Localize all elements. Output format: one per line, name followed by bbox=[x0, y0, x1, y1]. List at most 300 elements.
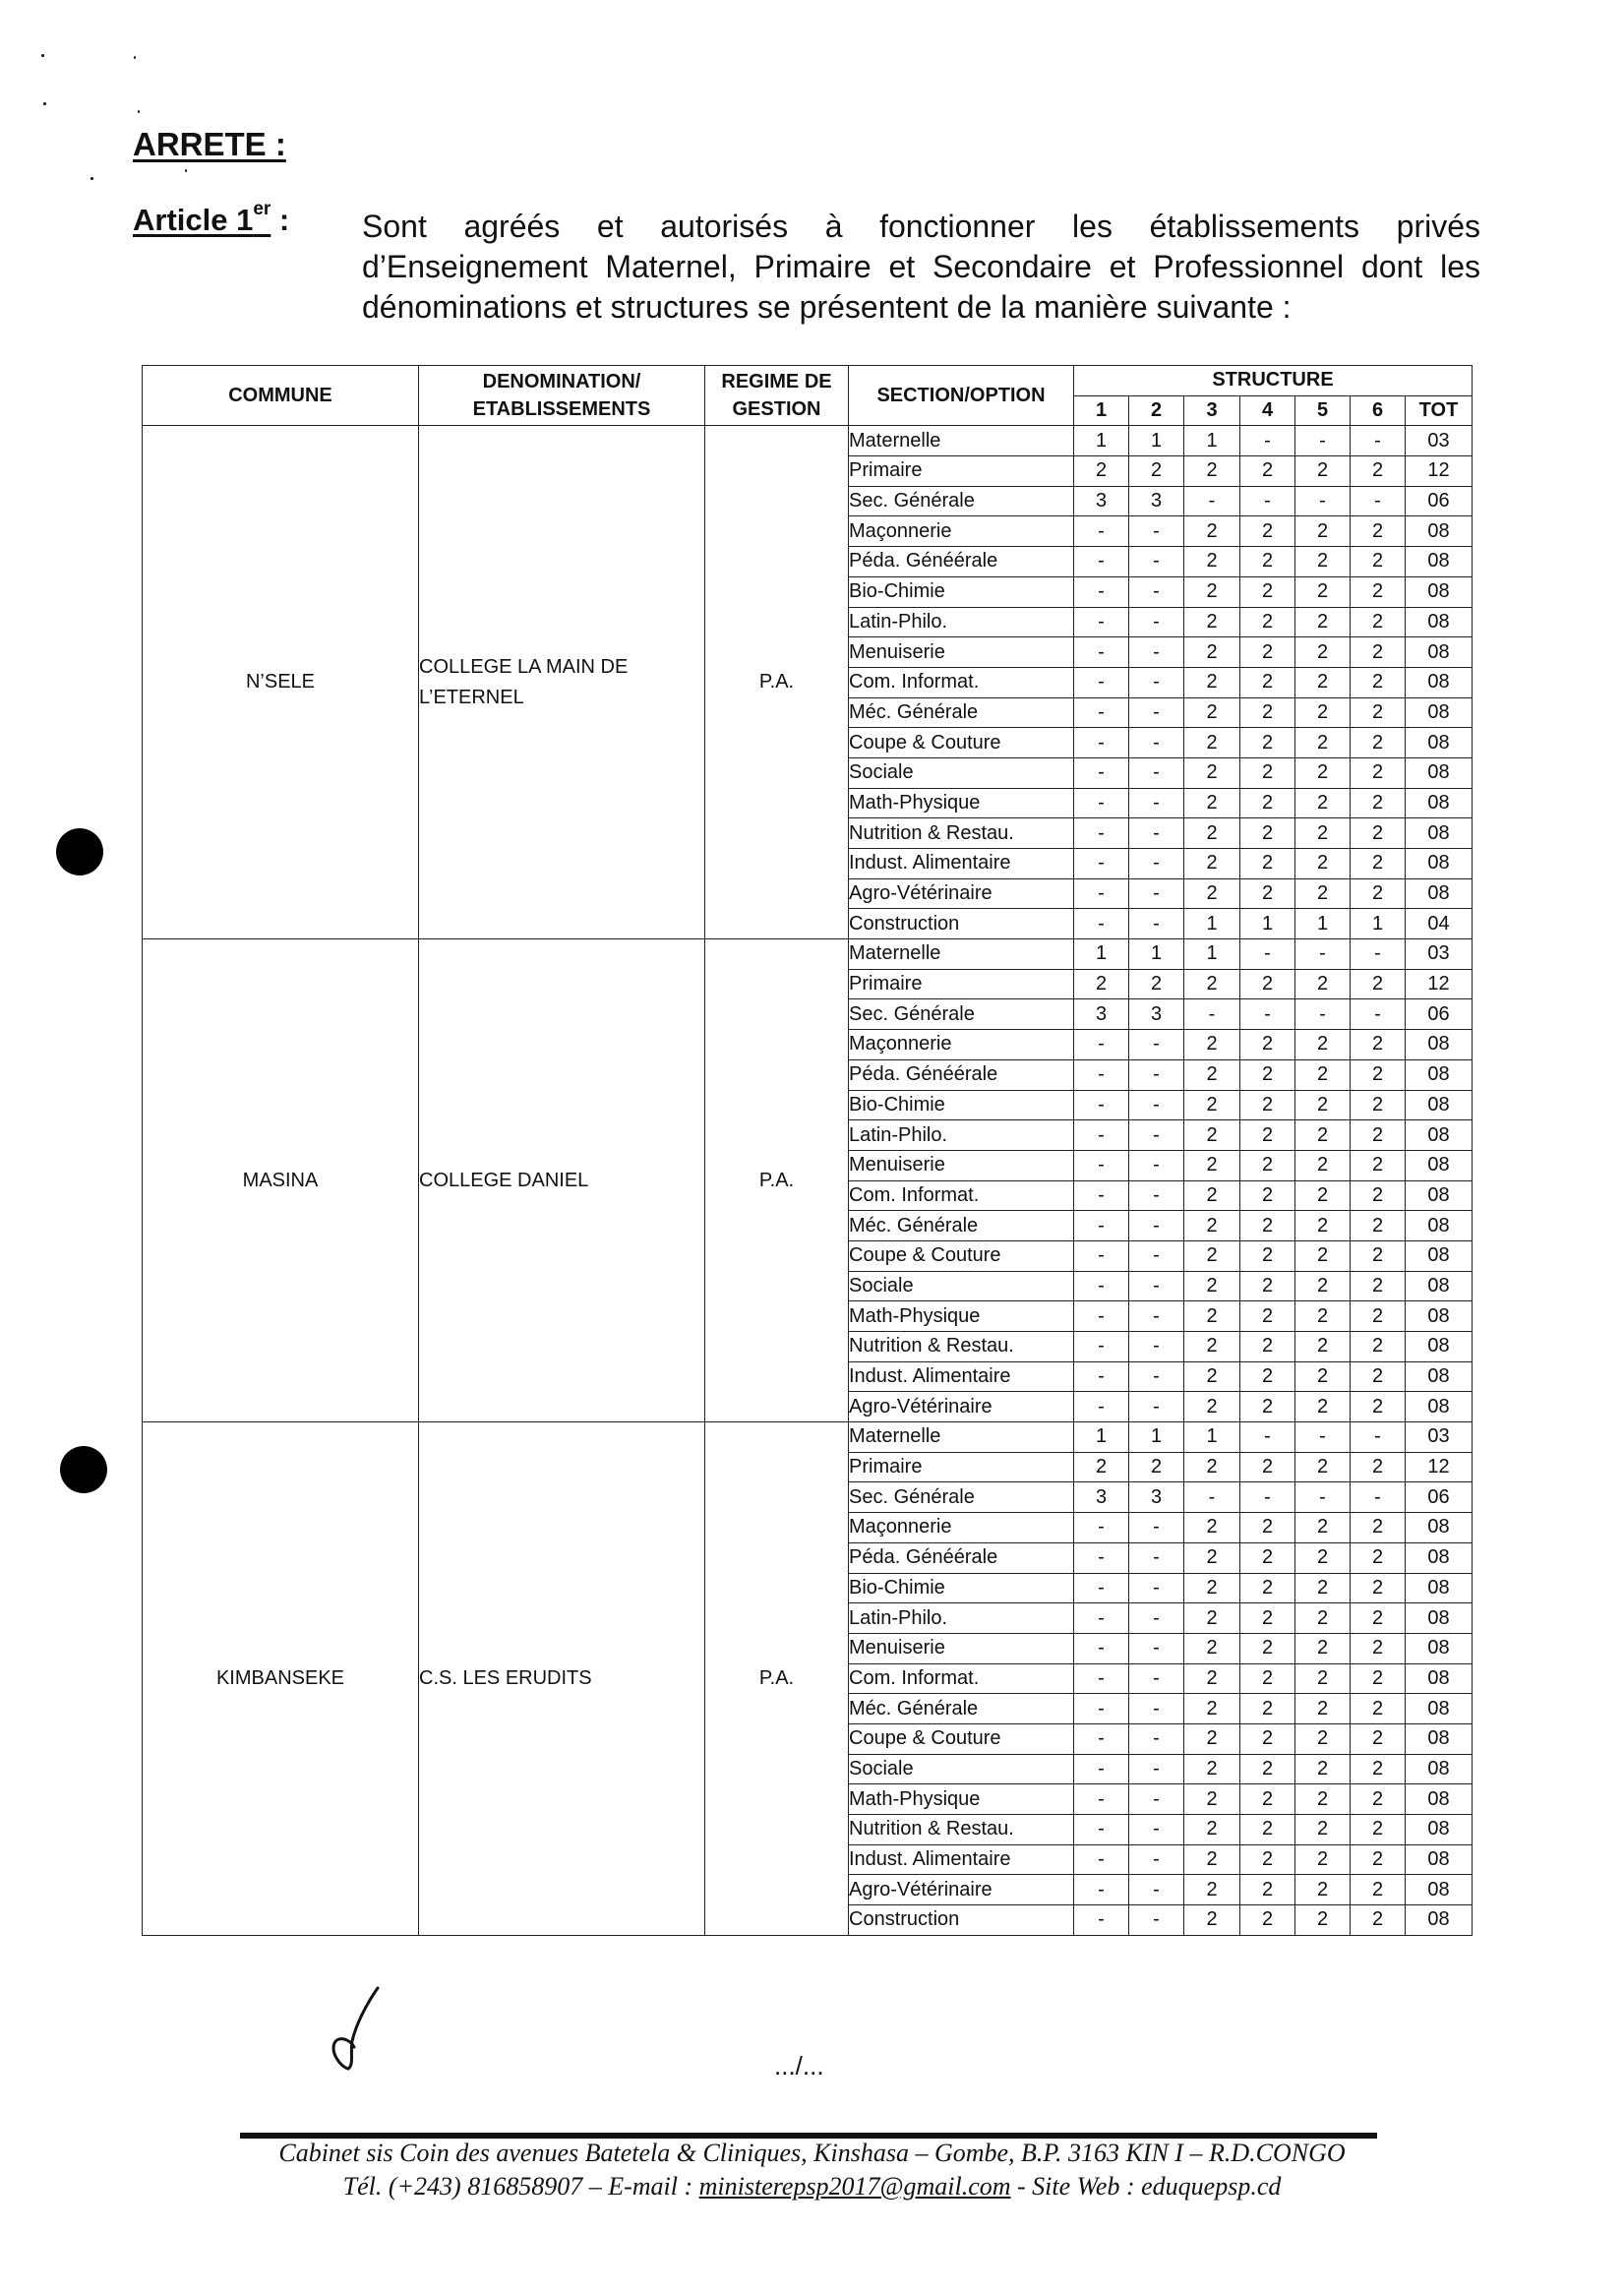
structure-cell: - bbox=[1351, 999, 1406, 1030]
structure-cell: 2 bbox=[1295, 1815, 1351, 1845]
structure-cell: 2 bbox=[1351, 878, 1406, 909]
footer-contact bbox=[0, 2172, 1624, 2202]
section-cell: Maçonnerie bbox=[849, 1030, 1074, 1060]
structure-cell: 2 bbox=[1351, 969, 1406, 999]
structure-cell: - bbox=[1129, 1754, 1184, 1784]
total-cell: 08 bbox=[1406, 1030, 1473, 1060]
structure-cell: 2 bbox=[1295, 1633, 1351, 1663]
total-cell: 08 bbox=[1406, 547, 1473, 577]
structure-cell: 2 bbox=[1351, 1150, 1406, 1180]
total-cell: 08 bbox=[1406, 849, 1473, 879]
structure-cell: - bbox=[1074, 1332, 1129, 1362]
structure-cell: 2 bbox=[1351, 1633, 1406, 1663]
structure-cell: 2 bbox=[1240, 1905, 1295, 1936]
section-cell: Bio-Chimie bbox=[849, 1573, 1074, 1603]
structure-cell: 2 bbox=[1295, 757, 1351, 788]
structure-cell: - bbox=[1184, 486, 1240, 516]
structure-cell: 2 bbox=[1295, 1332, 1351, 1362]
structure-cell: 2 bbox=[1295, 456, 1351, 487]
total-cell: 08 bbox=[1406, 1875, 1473, 1905]
structure-cell: 2 bbox=[1240, 849, 1295, 879]
structure-cell: 2 bbox=[1295, 1784, 1351, 1815]
structure-cell: - bbox=[1184, 1482, 1240, 1513]
structure-cell: 2 bbox=[1240, 878, 1295, 909]
total-cell: 08 bbox=[1406, 1180, 1473, 1211]
section-cell: Sociale bbox=[849, 1754, 1074, 1784]
section-cell: Coupe & Couture bbox=[849, 728, 1074, 758]
structure-cell: 2 bbox=[1351, 1663, 1406, 1694]
commune-cell: KIMBANSEKE bbox=[143, 1422, 419, 1936]
structure-cell: 2 bbox=[1240, 1271, 1295, 1301]
total-cell: 06 bbox=[1406, 486, 1473, 516]
total-cell: 08 bbox=[1406, 878, 1473, 909]
section-cell: Sociale bbox=[849, 1271, 1074, 1301]
section-cell: Maternelle bbox=[849, 1422, 1074, 1453]
structure-cell: 2 bbox=[1351, 637, 1406, 668]
structure-cell: 1 bbox=[1184, 909, 1240, 939]
structure-cell: 2 bbox=[1240, 456, 1295, 487]
footer-website: - Site Web : eduquepsp.cd bbox=[1010, 2172, 1282, 2201]
structure-cell: 1 bbox=[1240, 909, 1295, 939]
structure-cell: - bbox=[1129, 1271, 1184, 1301]
total-cell: 03 bbox=[1406, 426, 1473, 456]
structure-cell: - bbox=[1351, 1482, 1406, 1513]
footer-phone: Tél. (+243) 816858907 – E-mail : bbox=[342, 2172, 699, 2201]
structure-cell: 1 bbox=[1351, 909, 1406, 939]
structure-cell: 2 bbox=[1351, 1030, 1406, 1060]
total-cell: 08 bbox=[1406, 1332, 1473, 1362]
structure-cell: - bbox=[1074, 818, 1129, 849]
structure-cell: 2 bbox=[1295, 1211, 1351, 1241]
structure-cell: - bbox=[1074, 547, 1129, 577]
structure-cell: - bbox=[1074, 788, 1129, 818]
structure-cell: 2 bbox=[1184, 607, 1240, 637]
section-cell: Com. Informat. bbox=[849, 1180, 1074, 1211]
structure-cell: 2 bbox=[1351, 576, 1406, 607]
structure-cell: - bbox=[1129, 1694, 1184, 1724]
structure-cell: 2 bbox=[1240, 1361, 1295, 1392]
section-cell: Com. Informat. bbox=[849, 667, 1074, 697]
structure-cell: 2 bbox=[1351, 1059, 1406, 1090]
total-cell: 08 bbox=[1406, 757, 1473, 788]
establishment-name-line: C.S. LES ERUDITS bbox=[419, 1666, 592, 1689]
structure-cell: 2 bbox=[1295, 1301, 1351, 1332]
structure-cell: 2 bbox=[1129, 1452, 1184, 1482]
structure-cell: - bbox=[1129, 728, 1184, 758]
structure-cell: - bbox=[1295, 486, 1351, 516]
structure-cell: 2 bbox=[1184, 1784, 1240, 1815]
structure-cell: 2 bbox=[1184, 1754, 1240, 1784]
header-regime: REGIME DE GESTION bbox=[705, 366, 849, 426]
scan-speck bbox=[43, 102, 46, 105]
section-cell: Coupe & Couture bbox=[849, 1240, 1074, 1271]
structure-cell: 2 bbox=[1351, 1301, 1406, 1332]
footer-email-link[interactable]: ministerepsp2017@gmail.com bbox=[698, 2172, 1011, 2201]
structure-cell: - bbox=[1129, 818, 1184, 849]
structure-cell: 3 bbox=[1074, 1482, 1129, 1513]
structure-cell: - bbox=[1240, 1482, 1295, 1513]
structure-cell: 2 bbox=[1184, 788, 1240, 818]
total-cell: 08 bbox=[1406, 788, 1473, 818]
total-cell: 08 bbox=[1406, 1542, 1473, 1573]
structure-cell: 2 bbox=[1351, 456, 1406, 487]
structure-cell: 2 bbox=[1184, 1090, 1240, 1120]
scan-speck bbox=[134, 56, 136, 59]
structure-cell: 2 bbox=[1295, 1240, 1351, 1271]
punch-hole bbox=[56, 828, 103, 875]
structure-cell: - bbox=[1074, 1694, 1129, 1724]
structure-cell: 2 bbox=[1295, 1271, 1351, 1301]
structure-cell: - bbox=[1074, 1030, 1129, 1060]
header-structure: STRUCTURE bbox=[1074, 366, 1473, 396]
structure-cell: 2 bbox=[1240, 1815, 1295, 1845]
structure-cell: - bbox=[1129, 1030, 1184, 1060]
structure-cell: - bbox=[1074, 1240, 1129, 1271]
structure-cell: 2 bbox=[1240, 1784, 1295, 1815]
structure-cell: 2 bbox=[1295, 607, 1351, 637]
structure-cell: 2 bbox=[1184, 818, 1240, 849]
structure-cell: 2 bbox=[1351, 1392, 1406, 1422]
structure-cell: 2 bbox=[1184, 1361, 1240, 1392]
article-label bbox=[133, 199, 290, 238]
structure-cell: - bbox=[1129, 1392, 1184, 1422]
structure-cell: 2 bbox=[1184, 1120, 1240, 1151]
total-cell: 08 bbox=[1406, 516, 1473, 547]
structure-cell: 2 bbox=[1184, 1150, 1240, 1180]
structure-cell: - bbox=[1129, 607, 1184, 637]
total-cell: 08 bbox=[1406, 1392, 1473, 1422]
header-structure-col: 2 bbox=[1129, 395, 1184, 426]
section-cell: Math-Physique bbox=[849, 1301, 1074, 1332]
structure-cell: 3 bbox=[1074, 486, 1129, 516]
establishment-name-line: COLLEGE LA MAIN DE bbox=[419, 655, 629, 678]
structure-cell: - bbox=[1351, 939, 1406, 970]
structure-cell: 2 bbox=[1295, 1392, 1351, 1422]
header-structure-col: 1 bbox=[1074, 395, 1129, 426]
structure-cell: 2 bbox=[1240, 1332, 1295, 1362]
structure-cell: - bbox=[1074, 1361, 1129, 1392]
structure-cell: 2 bbox=[1184, 878, 1240, 909]
structure-cell: - bbox=[1129, 667, 1184, 697]
header-structure-col: TOT bbox=[1406, 395, 1473, 426]
structure-cell: - bbox=[1074, 1542, 1129, 1573]
structure-cell: - bbox=[1129, 697, 1184, 728]
structure-cell: 2 bbox=[1184, 1452, 1240, 1482]
structure-cell: 2 bbox=[1240, 969, 1295, 999]
structure-cell: 2 bbox=[1184, 637, 1240, 668]
total-cell: 08 bbox=[1406, 1361, 1473, 1392]
structure-cell: - bbox=[1240, 939, 1295, 970]
structure-cell: - bbox=[1074, 1090, 1129, 1120]
structure-cell: 2 bbox=[1184, 576, 1240, 607]
structure-cell: 2 bbox=[1351, 1905, 1406, 1936]
structure-cell: 2 bbox=[1129, 969, 1184, 999]
section-cell: Indust. Alimentaire bbox=[849, 1844, 1074, 1875]
section-cell: Primaire bbox=[849, 1452, 1074, 1482]
structure-cell: - bbox=[1129, 788, 1184, 818]
structure-cell: - bbox=[1074, 728, 1129, 758]
section-cell: Méc. Générale bbox=[849, 1211, 1074, 1241]
structure-cell: 2 bbox=[1295, 1361, 1351, 1392]
total-cell: 08 bbox=[1406, 1633, 1473, 1663]
structure-cell: - bbox=[1129, 1180, 1184, 1211]
total-cell: 08 bbox=[1406, 1844, 1473, 1875]
total-cell: 03 bbox=[1406, 939, 1473, 970]
establishment-name-line: COLLEGE DANIEL bbox=[419, 1169, 589, 1191]
structure-cell: 2 bbox=[1295, 1905, 1351, 1936]
total-cell: 08 bbox=[1406, 1694, 1473, 1724]
structure-cell: - bbox=[1074, 1723, 1129, 1754]
article-label-text: Article 1 bbox=[133, 203, 254, 237]
structure-cell: - bbox=[1295, 426, 1351, 456]
structure-cell: 2 bbox=[1295, 849, 1351, 879]
structure-cell: 2 bbox=[1240, 1875, 1295, 1905]
structure-cell: 2 bbox=[1295, 547, 1351, 577]
structure-cell: 2 bbox=[1184, 1240, 1240, 1271]
structure-cell: - bbox=[1129, 1875, 1184, 1905]
structure-cell: - bbox=[1074, 1301, 1129, 1332]
total-cell: 08 bbox=[1406, 607, 1473, 637]
section-cell: Math-Physique bbox=[849, 1784, 1074, 1815]
structure-cell: - bbox=[1129, 637, 1184, 668]
structure-cell: 2 bbox=[1351, 1723, 1406, 1754]
structure-cell: 2 bbox=[1129, 456, 1184, 487]
section-cell: Construction bbox=[849, 1905, 1074, 1936]
structure-cell: 2 bbox=[1351, 1754, 1406, 1784]
structure-cell: 2 bbox=[1240, 1392, 1295, 1422]
structure-cell: 1 bbox=[1074, 426, 1129, 456]
section-cell: Menuiserie bbox=[849, 637, 1074, 668]
decree-heading: ARRETE : bbox=[133, 126, 286, 162]
structure-cell: - bbox=[1129, 1513, 1184, 1543]
total-cell: 08 bbox=[1406, 1723, 1473, 1754]
total-cell: 04 bbox=[1406, 909, 1473, 939]
structure-cell: - bbox=[1129, 576, 1184, 607]
structure-cell: 2 bbox=[1351, 516, 1406, 547]
section-cell: Sociale bbox=[849, 757, 1074, 788]
structure-cell: 2 bbox=[1240, 667, 1295, 697]
article-label-colon: : bbox=[271, 203, 290, 237]
structure-cell: 2 bbox=[1240, 1723, 1295, 1754]
structure-cell: 2 bbox=[1351, 1844, 1406, 1875]
article-label-sup: er bbox=[253, 199, 271, 219]
structure-cell: 2 bbox=[1351, 788, 1406, 818]
structure-cell: - bbox=[1129, 1240, 1184, 1271]
structure-cell: - bbox=[1074, 1815, 1129, 1845]
structure-cell: 2 bbox=[1184, 1573, 1240, 1603]
structure-cell: 2 bbox=[1295, 788, 1351, 818]
structure-cell: 2 bbox=[1351, 1240, 1406, 1271]
structure-cell: - bbox=[1129, 878, 1184, 909]
structure-cell: 2 bbox=[1184, 1271, 1240, 1301]
total-cell: 08 bbox=[1406, 1513, 1473, 1543]
section-cell: Latin-Philo. bbox=[849, 1120, 1074, 1151]
structure-cell: - bbox=[1129, 1542, 1184, 1573]
structure-cell: 2 bbox=[1295, 576, 1351, 607]
structure-cell: 2 bbox=[1184, 1633, 1240, 1663]
structure-cell: - bbox=[1129, 757, 1184, 788]
structure-cell: - bbox=[1351, 1422, 1406, 1453]
section-cell: Agro-Vétérinaire bbox=[849, 1875, 1074, 1905]
structure-cell: 2 bbox=[1351, 757, 1406, 788]
structure-cell: 2 bbox=[1295, 1513, 1351, 1543]
structure-cell: - bbox=[1240, 486, 1295, 516]
structure-cell: 2 bbox=[1184, 1723, 1240, 1754]
structure-cell: 2 bbox=[1295, 1059, 1351, 1090]
structure-cell: - bbox=[1074, 1392, 1129, 1422]
section-cell: Menuiserie bbox=[849, 1150, 1074, 1180]
structure-cell: 3 bbox=[1129, 999, 1184, 1030]
structure-cell: 2 bbox=[1240, 516, 1295, 547]
structure-cell: 2 bbox=[1351, 547, 1406, 577]
structure-cell: 2 bbox=[1184, 547, 1240, 577]
structure-cell: - bbox=[1074, 1150, 1129, 1180]
structure-cell: - bbox=[1074, 757, 1129, 788]
structure-cell: 2 bbox=[1184, 1694, 1240, 1724]
structure-cell: 2 bbox=[1184, 1059, 1240, 1090]
total-cell: 08 bbox=[1406, 576, 1473, 607]
total-cell: 08 bbox=[1406, 1240, 1473, 1271]
structure-cell: 2 bbox=[1295, 1573, 1351, 1603]
total-cell: 08 bbox=[1406, 1120, 1473, 1151]
header-section: SECTION/OPTION bbox=[849, 366, 1074, 426]
section-cell: Maçonnerie bbox=[849, 1513, 1074, 1543]
structure-cell: 1 bbox=[1129, 1422, 1184, 1453]
structure-cell: 2 bbox=[1240, 1030, 1295, 1060]
structure-cell: 1 bbox=[1184, 1422, 1240, 1453]
structure-cell: 2 bbox=[1184, 1211, 1240, 1241]
structure-cell: 2 bbox=[1240, 1059, 1295, 1090]
total-cell: 12 bbox=[1406, 969, 1473, 999]
regime-cell: P.A. bbox=[705, 939, 849, 1422]
structure-cell: 2 bbox=[1351, 1361, 1406, 1392]
header-commune: COMMUNE bbox=[143, 366, 419, 426]
structure-cell: - bbox=[1074, 1120, 1129, 1151]
section-cell: Construction bbox=[849, 909, 1074, 939]
structure-cell: - bbox=[1129, 1150, 1184, 1180]
structure-cell: - bbox=[1074, 1784, 1129, 1815]
structure-cell: 2 bbox=[1295, 1090, 1351, 1120]
establishment-cell bbox=[419, 426, 705, 939]
structure-cell: 2 bbox=[1184, 1663, 1240, 1694]
structure-cell: 1 bbox=[1129, 939, 1184, 970]
section-cell: Menuiserie bbox=[849, 1633, 1074, 1663]
structure-cell: 2 bbox=[1295, 1120, 1351, 1151]
structure-cell: - bbox=[1074, 1663, 1129, 1694]
structure-cell: - bbox=[1129, 1603, 1184, 1634]
structure-cell: 2 bbox=[1295, 969, 1351, 999]
structure-cell: - bbox=[1074, 1180, 1129, 1211]
structure-cell: 2 bbox=[1351, 1180, 1406, 1211]
structure-cell: 2 bbox=[1074, 1452, 1129, 1482]
total-cell: 08 bbox=[1406, 667, 1473, 697]
structure-cell: 2 bbox=[1184, 1905, 1240, 1936]
table-row bbox=[143, 939, 1473, 970]
structure-cell: - bbox=[1074, 1905, 1129, 1936]
structure-cell: - bbox=[1074, 1059, 1129, 1090]
header-structure-col: 3 bbox=[1184, 395, 1240, 426]
structure-cell: 2 bbox=[1295, 1875, 1351, 1905]
structure-cell: 3 bbox=[1074, 999, 1129, 1030]
structure-cell: - bbox=[1240, 1422, 1295, 1453]
section-cell: Méc. Générale bbox=[849, 1694, 1074, 1724]
structure-cell: - bbox=[1129, 1815, 1184, 1845]
structure-cell: 2 bbox=[1074, 456, 1129, 487]
structure-cell: 2 bbox=[1240, 757, 1295, 788]
structure-cell: - bbox=[1129, 1090, 1184, 1120]
signature-mark bbox=[325, 1982, 384, 2071]
structure-cell: - bbox=[1129, 1905, 1184, 1936]
structure-cell: 2 bbox=[1184, 728, 1240, 758]
section-cell: Sec. Générale bbox=[849, 999, 1074, 1030]
total-cell: 08 bbox=[1406, 818, 1473, 849]
section-cell: Péda. Généérale bbox=[849, 547, 1074, 577]
structure-cell: 2 bbox=[1240, 637, 1295, 668]
structure-cell: 2 bbox=[1295, 878, 1351, 909]
structure-cell: 2 bbox=[1351, 1090, 1406, 1120]
structure-cell: - bbox=[1184, 999, 1240, 1030]
structure-cell: 2 bbox=[1351, 1784, 1406, 1815]
total-cell: 08 bbox=[1406, 1271, 1473, 1301]
structure-cell: 2 bbox=[1351, 1120, 1406, 1151]
structure-cell: 2 bbox=[1240, 1694, 1295, 1724]
structure-cell: - bbox=[1074, 1211, 1129, 1241]
structure-cell: 1 bbox=[1074, 939, 1129, 970]
section-cell: Agro-Vétérinaire bbox=[849, 878, 1074, 909]
structure-cell: 2 bbox=[1295, 1542, 1351, 1573]
total-cell: 08 bbox=[1406, 1211, 1473, 1241]
structure-cell: - bbox=[1074, 1573, 1129, 1603]
structure-cell: - bbox=[1074, 1875, 1129, 1905]
structure-cell: - bbox=[1074, 576, 1129, 607]
structure-cell: 2 bbox=[1184, 1180, 1240, 1211]
header-denomination: DENOMINATION/ ETABLISSEMENTS bbox=[419, 366, 705, 426]
section-cell: Péda. Généérale bbox=[849, 1059, 1074, 1090]
total-cell: 08 bbox=[1406, 1784, 1473, 1815]
structure-cell: 2 bbox=[1240, 576, 1295, 607]
structure-cell: 2 bbox=[1184, 667, 1240, 697]
total-cell: 08 bbox=[1406, 1754, 1473, 1784]
structure-cell: - bbox=[1351, 486, 1406, 516]
scan-speck bbox=[138, 110, 140, 113]
establishment-cell bbox=[419, 939, 705, 1422]
commune-cell: MASINA bbox=[143, 939, 419, 1422]
structure-cell: 2 bbox=[1074, 969, 1129, 999]
section-cell: Péda. Généérale bbox=[849, 1542, 1074, 1573]
structure-cell: - bbox=[1074, 1844, 1129, 1875]
section-cell: Com. Informat. bbox=[849, 1663, 1074, 1694]
structure-cell: 2 bbox=[1295, 1663, 1351, 1694]
structure-cell: - bbox=[1129, 1663, 1184, 1694]
structure-cell: - bbox=[1074, 1633, 1129, 1663]
section-cell: Sec. Générale bbox=[849, 486, 1074, 516]
commune-cell: N’SELE bbox=[143, 426, 419, 939]
section-cell: Math-Physique bbox=[849, 788, 1074, 818]
structure-cell: 2 bbox=[1351, 1573, 1406, 1603]
structure-cell: 2 bbox=[1351, 818, 1406, 849]
structure-cell: - bbox=[1074, 637, 1129, 668]
table-row bbox=[143, 426, 1473, 456]
structure-cell: 2 bbox=[1295, 1150, 1351, 1180]
structure-cell: 2 bbox=[1184, 849, 1240, 879]
section-cell: Maternelle bbox=[849, 426, 1074, 456]
structure-cell: - bbox=[1129, 909, 1184, 939]
structure-cell: 2 bbox=[1184, 697, 1240, 728]
structure-cell: 2 bbox=[1351, 728, 1406, 758]
structure-cell: 2 bbox=[1240, 788, 1295, 818]
structure-cell: 2 bbox=[1295, 1844, 1351, 1875]
structure-cell: 2 bbox=[1240, 607, 1295, 637]
